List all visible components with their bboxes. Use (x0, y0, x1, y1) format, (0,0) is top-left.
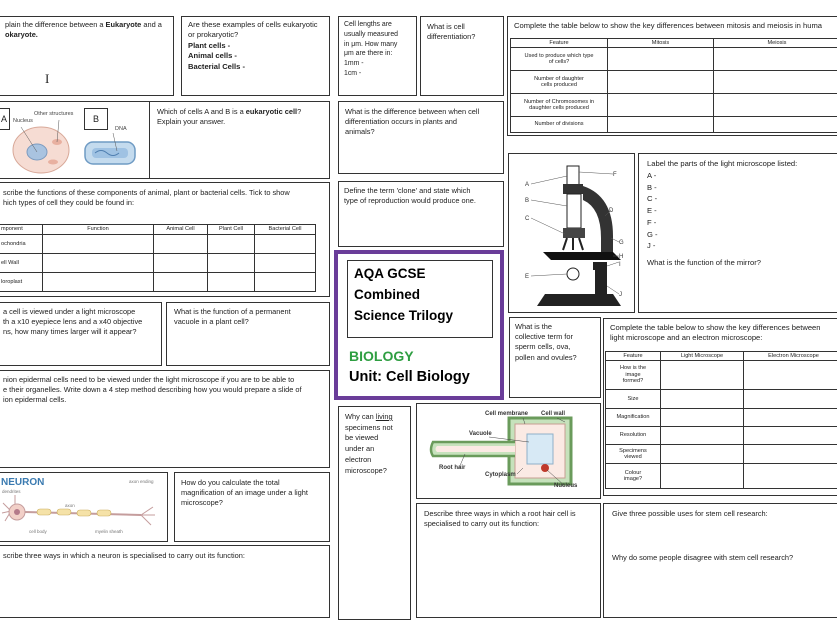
answer-cell[interactable] (608, 71, 714, 94)
magnification-box (0, 302, 162, 366)
answer-cell[interactable] (714, 94, 837, 117)
course-title-line-3: Science Trilogy (354, 307, 454, 323)
answer-cell[interactable] (744, 361, 837, 390)
cell-examples-box (181, 16, 330, 96)
table-row-label: Colour image? (606, 464, 661, 489)
answer-cell[interactable] (744, 427, 837, 445)
tick-cell[interactable] (255, 235, 316, 254)
lengths-cm: 1cm - (344, 69, 362, 77)
tick-cell[interactable] (255, 254, 316, 273)
magnification-line-2: th a x10 eyepiece lens and a x40 objective (3, 317, 143, 327)
lengths-line-2: usually measured (344, 30, 399, 38)
cells-ab-box (0, 101, 330, 179)
nucleus-label: Nucleus (554, 483, 578, 489)
root-hair-question-box (416, 503, 601, 618)
vacuole-line-1: What is the function of a permanent (174, 307, 291, 316)
diagram-label-j: J (619, 292, 622, 298)
root-hair-line-2: specialised to carry out its function: (424, 519, 540, 529)
functions-line-1: scribe the functions of these components of animal, plant or bacterial cells. Tick to show (3, 188, 290, 197)
function-cell[interactable] (43, 254, 154, 273)
function-cell[interactable] (43, 235, 154, 254)
root-hair-line-1: Describe three ways in which a root hair cell is (424, 509, 576, 518)
tick-cell[interactable] (208, 235, 255, 254)
axon-ending-label: axon ending (129, 479, 154, 484)
onion-line-2: e their organelles. Write down a 4 step method describing how you would prepare a slide of (3, 385, 302, 395)
microscope-comparison-table (605, 351, 837, 489)
header-electron-microscope: Electron Microscope (744, 352, 837, 361)
root-hair-diagram-box (416, 403, 601, 499)
course-title-line-2: Combined (354, 286, 420, 302)
nucleus-label: Nucleus (13, 118, 33, 124)
total-magnification-box (174, 472, 330, 542)
clone-line-1: Define the term 'clone' and state which (344, 186, 471, 195)
compare-line-2: light microscope and an electron microscope: (610, 333, 763, 343)
neuron-question-box (0, 545, 330, 618)
living-line-6: microscope? (345, 465, 387, 475)
collective-line-1: What is the (515, 322, 552, 331)
cell-lengths-box (338, 16, 417, 96)
microscope-question-box (638, 153, 837, 313)
course-title-line-1: AQA GCSE (354, 266, 426, 281)
unit-title: Unit: Cell Biology (349, 369, 470, 385)
title-panel (334, 250, 504, 400)
part-f-answer[interactable]: F - (647, 217, 657, 227)
differentiation-box (420, 16, 504, 96)
mitosis-table-title: Complete the table below to show the key differences between mitosis and meiosis in huma (514, 21, 822, 30)
header-mitosis: Mitosis (608, 39, 714, 48)
tick-cell[interactable] (208, 273, 255, 292)
diagram-label-c: C (525, 216, 530, 222)
total-mag-line-2: magnification of an image under a light (181, 488, 308, 498)
tick-cell[interactable] (154, 254, 208, 273)
clone-question-box (338, 181, 504, 247)
table-row-label: How is the image formed? (606, 361, 661, 390)
answer-cell[interactable] (661, 361, 744, 390)
answer-cell[interactable] (661, 464, 744, 489)
header-feature: Feature (606, 352, 661, 361)
neuron-question: scribe three ways in which a neuron is specialised to carry out its function: (3, 551, 245, 560)
diagram-label-e: E (525, 274, 530, 280)
table-row-label: Resolution (606, 427, 661, 445)
bacterial-cell-diagram (83, 136, 143, 176)
part-g-answer[interactable]: G - (647, 229, 658, 239)
table-row-label: Size (606, 390, 661, 409)
header-light-microscope: Light Microscope (661, 352, 744, 361)
function-cell[interactable] (43, 273, 154, 292)
answer-cell[interactable] (661, 409, 744, 427)
lengths-line-1: Cell lengths are (344, 21, 392, 28)
part-e-answer[interactable]: E - (647, 206, 657, 216)
eukaryote-question-box (0, 16, 174, 96)
text-cursor: I (45, 71, 50, 86)
vacuole-label: Vacuole (469, 431, 492, 437)
stem-cell-uses-question: Give three possible uses for stem cell research: (612, 509, 768, 518)
subject-title: BIOLOGY (349, 348, 414, 364)
answer-cell[interactable] (661, 427, 744, 445)
other-structures-label: Other structures (34, 111, 74, 117)
answer-cell[interactable] (744, 445, 837, 464)
mitosis-meiosis-table (510, 38, 837, 133)
compare-microscopes-box (603, 318, 837, 496)
cell-membrane-label: Cell membrane (485, 411, 529, 417)
microscope-instruction: Label the parts of the light microscope listed: (647, 159, 798, 168)
diff-timing-line-1: What is the difference between when cell (345, 107, 480, 116)
axon-label: axon (65, 503, 75, 508)
table-row-label: Number of daughter cells produced (511, 71, 608, 94)
cell-body-label: cell body (29, 529, 47, 534)
header-bacterial: Bacterial Cell (255, 225, 316, 235)
header-function: Function (43, 225, 154, 235)
living-line-4: under an (345, 444, 375, 454)
magnification-line-3: ns, how many times larger will it appear? (3, 327, 137, 337)
cells-ab-question: Which of cells A and B is a eukaryotic cell? Explain your answer. (157, 107, 302, 127)
root-hair-label: Root hair (439, 465, 466, 471)
component-mitochondria: ochondria (0, 235, 43, 254)
vacuole-line-2: vacuole in a plant cell? (174, 317, 249, 327)
functions-line-2: hich types of cell they could be found in: (3, 198, 135, 208)
total-mag-line-1: How do you calculate the total (181, 478, 280, 487)
magnification-line-1: a cell is viewed under a light microscope (3, 307, 136, 316)
part-b-answer[interactable]: B - (647, 182, 657, 192)
diff-timing-line-3: animals? (345, 127, 375, 137)
total-mag-line-3: microscope? (181, 498, 223, 508)
table-row-label: Number of Chromosomes in daughter cells produced (511, 94, 608, 117)
cytoplasm-label: Cytoplasm (485, 472, 516, 478)
answer-cell[interactable] (714, 71, 837, 94)
lengths-line-4: μm are there in: (344, 50, 393, 58)
mirror-question: What is the function of the mirror? (647, 258, 761, 268)
table-row-label: Magnification (606, 409, 661, 427)
dna-label: DNA (115, 126, 127, 132)
compare-line-1: Complete the table below to show the key differences between (610, 323, 821, 332)
answer-cell[interactable] (661, 445, 744, 464)
answer-cell[interactable] (608, 94, 714, 117)
tick-cell[interactable] (154, 235, 208, 254)
dendrites-label: dendrites (2, 489, 21, 494)
onion-method-box (0, 370, 330, 468)
table-row-label: Number of divisions (511, 117, 608, 133)
neuron-diagram (1, 485, 166, 540)
component-cell-wall: ell Wall (0, 254, 43, 273)
collective-term-box (509, 317, 601, 398)
plant-cells-label: Plant cells - (188, 40, 231, 50)
table-row-label: Used to produce which type of cells? (511, 48, 608, 71)
answer-cell[interactable] (744, 409, 837, 427)
living-specimens-box (338, 406, 411, 620)
onion-line-3: ion epidermal cells. (3, 395, 67, 405)
functions-box (0, 182, 330, 297)
header-feature: Feature (511, 39, 608, 48)
mitosis-meiosis-box (507, 16, 837, 136)
examples-question-line2: or prokaryotic? (188, 30, 239, 40)
answer-cell[interactable] (744, 390, 837, 409)
examples-question: Are these examples of cells eukaryotic (188, 20, 318, 29)
onion-line-1: nion epidermal cells need to be viewed under the light microscope if you are to be able to (3, 375, 295, 384)
clone-line-2: type of reproduction would produce one. (344, 196, 476, 206)
table-row-label: Specimens viewed (606, 445, 661, 464)
neuron-title: NEURON (1, 477, 45, 488)
diagram-label-d: D (609, 208, 614, 214)
diagram-label-g: G (619, 240, 624, 246)
vacuole-box (166, 302, 330, 366)
diagram-label-h: H (619, 254, 624, 260)
collective-line-3: sperm cells, ova, (515, 342, 571, 352)
differentiation-line-1: What is cell (427, 22, 465, 31)
diff-timing-line-2: differentiation occurs in plants and (345, 117, 458, 127)
answer-cell[interactable] (714, 48, 837, 71)
functions-table (0, 224, 316, 292)
diff-timing-box (338, 101, 504, 174)
diagram-label-b: B (525, 198, 530, 204)
living-line-1: Why can living (345, 412, 393, 421)
cell-a-label: A (0, 108, 10, 130)
diagram-label-i: I (619, 262, 621, 268)
tick-cell[interactable] (208, 254, 255, 273)
lengths-mm: 1mm - (344, 60, 364, 68)
stem-cell-box (603, 503, 837, 618)
cell-wall-label: Cell wall (541, 411, 566, 417)
cell-b-label: B (84, 108, 108, 130)
answer-cell[interactable] (661, 390, 744, 409)
component-chloroplast: loroplast (0, 273, 43, 292)
animal-cells-label: Animal cells - (188, 51, 237, 61)
part-j-answer[interactable]: J - (647, 241, 656, 251)
collective-line-4: pollen and ovules? (515, 352, 577, 362)
answer-cell[interactable] (608, 117, 714, 133)
microscope-diagram (513, 158, 633, 310)
header-animal: Animal Cell (154, 225, 208, 235)
living-line-5: electron (345, 454, 372, 464)
myelin-sheath-label: myelin sheath (95, 529, 123, 534)
bacterial-cells-label: Bacterial Cells - (188, 61, 245, 71)
living-line-3: be viewed (345, 433, 379, 443)
lengths-line-3: in μm. How many (344, 40, 398, 48)
collective-line-2: collective term for (515, 332, 573, 342)
answer-cell[interactable] (744, 464, 837, 489)
tick-cell[interactable] (255, 273, 316, 292)
header-plant: Plant Cell (208, 225, 255, 235)
stem-cell-disagree-question: Why do some people disagree with stem cell research? (612, 553, 794, 562)
diagram-label-f: F (613, 172, 617, 178)
neuron-diagram-box (0, 472, 168, 542)
header-component: mponent (0, 225, 43, 235)
answer-cell[interactable] (714, 117, 837, 133)
differentiation-line-2: differentiation? (427, 32, 476, 42)
microscope-diagram-box (508, 153, 635, 313)
part-a-answer[interactable]: A - (647, 170, 657, 180)
diagram-label-a: A (525, 182, 530, 188)
answer-cell[interactable] (608, 48, 714, 71)
living-line-2: specimens not (345, 422, 393, 432)
tick-cell[interactable] (154, 273, 208, 292)
eukaryote-question-text: plain the difference between a Eukaryote and a okaryote. (5, 20, 162, 40)
part-c-answer[interactable]: C - (647, 194, 658, 204)
header-meiosis: Meiosis (714, 39, 837, 48)
